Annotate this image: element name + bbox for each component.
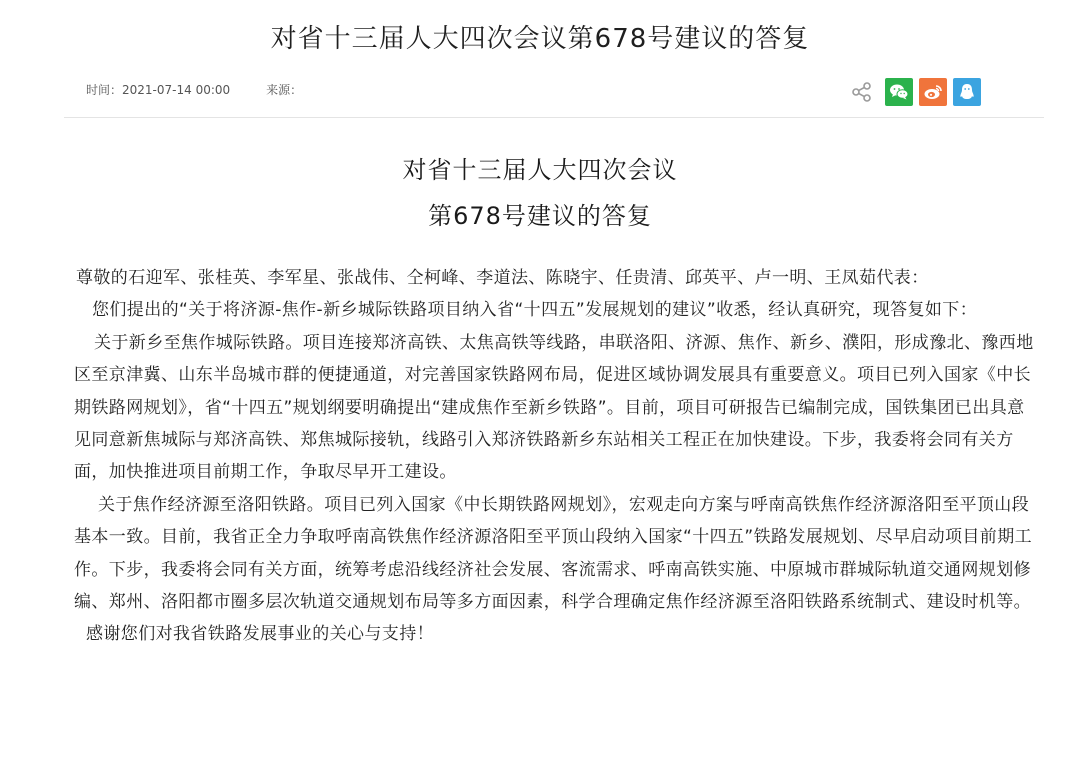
document-heading-line1: 对省十三届人大四次会议 — [402, 156, 678, 184]
paragraph-jiaozuo-luoyang: 关于焦作经济源至洛阳铁路。项目已列入国家《中长期铁路网规划》，宏观走向方案与呼南高铁焦作经济源洛阳至平顶山段基本一致。目前，我省正全力争取呼南高铁焦作经济源洛阳至平顶山段纳入国家“十四五”铁路发展规划、尽早启动项目前期工作。下步，我委将会同有关方面，统筹考虑沿线经济社会发展、客流需求、呼南高铁实施、中原城市群城际轨道交通网规划修编、郑州、洛阳都市圈多层次轨道交通规划布局等多方面因素，科学合理确定焦作经济源至洛阳铁路系统制式、建设时机等。 — [74, 494, 1033, 613]
paragraph-intro: 您们提出的“关于将济源-焦作-新乡城际铁路项目纳入省“十四五”发展规划的建议”收悉，经认真研究，现答复如下： — [92, 300, 978, 321]
meta-row — [86, 81, 302, 98]
weibo-share-button[interactable] — [919, 78, 947, 106]
paragraph-xinxiang-jiaozuo: 关于新乡至焦作城际铁路。项目连接郑济高铁、太焦高铁等线路，串联洛阳、济源、焦作、新乡、濮阳，形成豫北、豫西地区至京津冀、山东半岛城市群的便捷通道，对完善国家铁路网布局，促进区域协调发展具有重要意义。项目已列入国家《中长期铁路网规划》，省“十四五”规划纲要明确提出“建成焦作至新乡铁路”。目前，项目可研报告已编制完成，国铁集团已出具意见同意新焦城际与郑济高铁、郑焦城际接轨，线路引入郑济铁路新乡东站相关工程正在加快建设。下步，我委将会同有关方面，加快推进项目前期工作，争取尽早开工建设。 — [74, 332, 1034, 483]
qq-share-button[interactable] — [953, 78, 981, 106]
time-label: 时间： — [86, 83, 123, 97]
qq-icon — [958, 82, 976, 102]
document-body — [74, 262, 1040, 651]
share-icon[interactable] — [851, 81, 873, 103]
document-heading-line2: 第678号建议的答复 — [428, 202, 652, 230]
source-label: 来源： — [266, 83, 303, 97]
share-bar — [851, 78, 987, 106]
wechat-icon — [889, 83, 909, 101]
weibo-icon — [923, 83, 943, 101]
closing-remark: 感谢您们对我省铁路发展事业的关心与支持！ — [86, 624, 434, 645]
salutation: 尊敬的石迎军、张桂英、李军星、张战伟、仝柯峰、李道法、陈晓宇、任贵清、邱英平、卢一明、王凤茹代表： — [76, 268, 929, 288]
header-divider — [64, 117, 1044, 118]
wechat-share-button[interactable] — [885, 78, 913, 106]
page-title: 对省十三届人大四次会议第678号建议的答复 — [270, 24, 810, 54]
publish-time: 2021-07-14 00:00 — [122, 82, 231, 97]
